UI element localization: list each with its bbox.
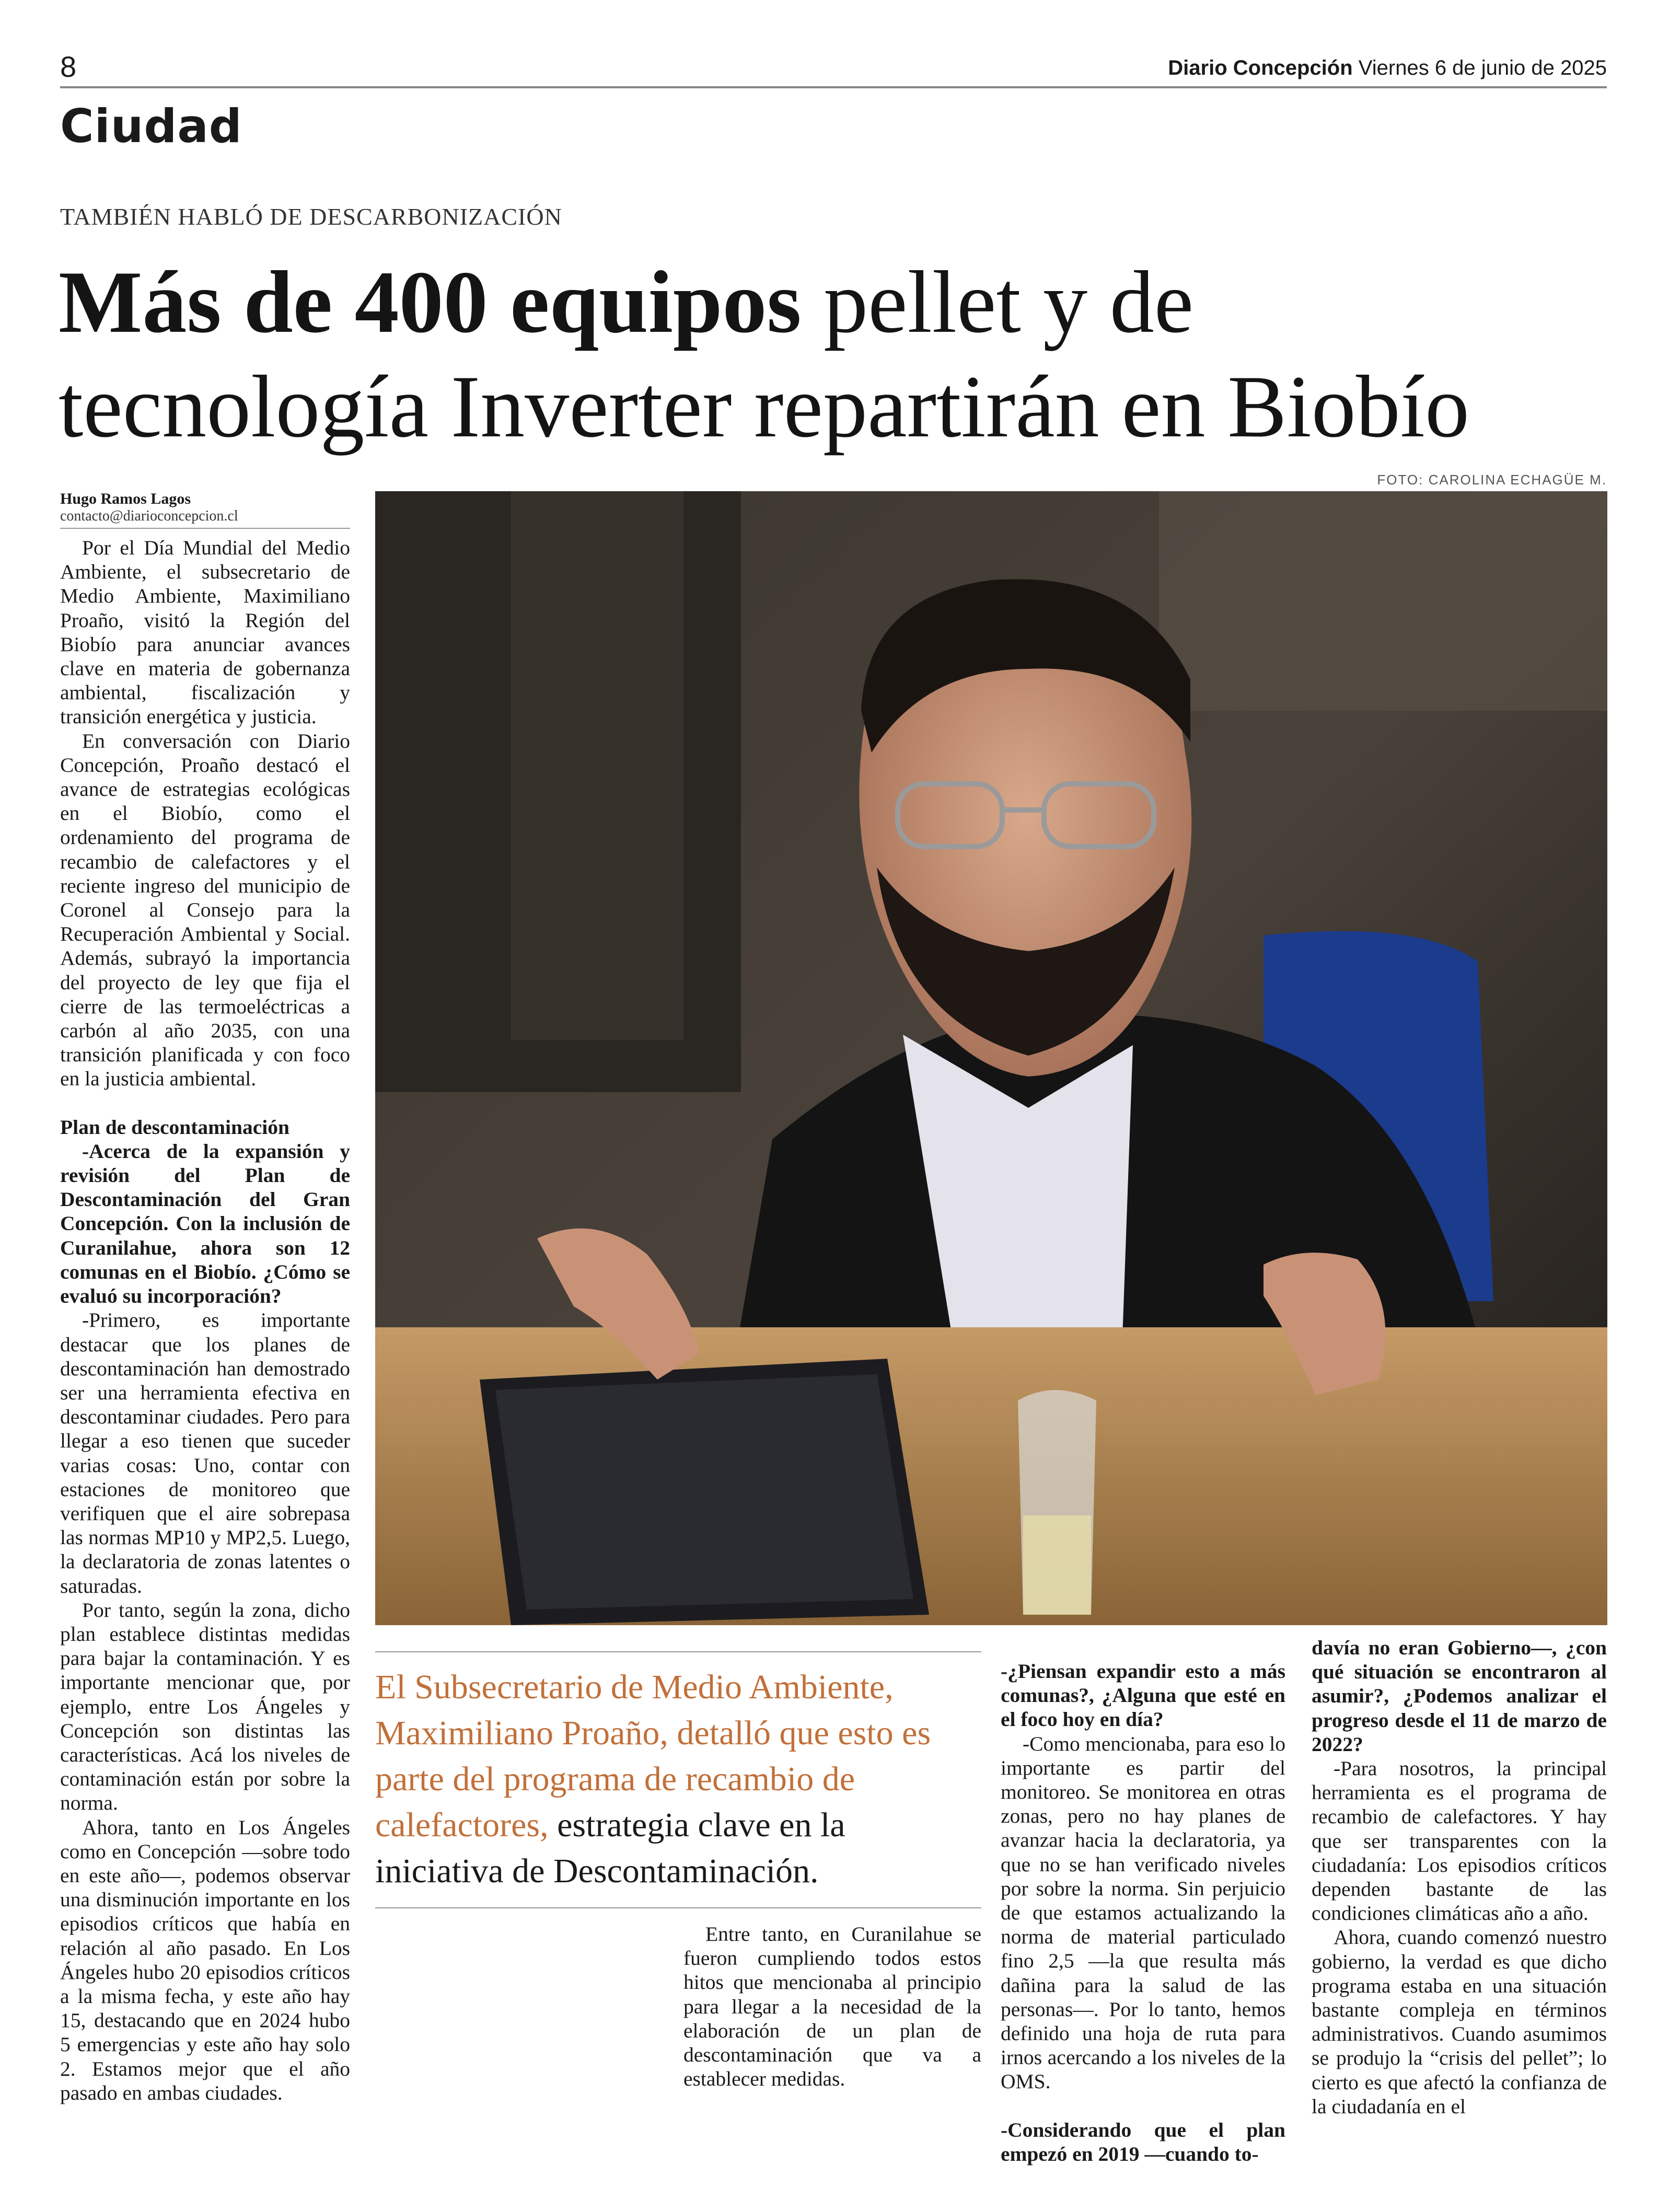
paragraph: -Primero, es importante destacar que los planes de descontaminación han demostrado ser una herramienta efectiva en descontaminar ciudades. Pero para llegar a eso tienen que suceder varias cosas: Uno, contar con estaciones de monitoreo que verifiquen que el aire sobrepasa las normas MP10 y MP2,5. Luego, la declaratoria de zonas latentes o saturadas.	[60, 1308, 350, 1597]
pullquote-accent: El Subsecretario de Medio Ambiente, Maximiliano Proaño, detalló que esto es parte del programa de recambio de calefactores,	[375, 1668, 931, 1844]
pullquote-rest: estrategia clave en la iniciativa de Descontaminación.	[375, 1806, 845, 1890]
author-email[interactable]: contacto@diarioconcepcion.cl	[60, 508, 238, 524]
kicker: TAMBIÉN HABLÓ DE DESCARBONIZACIÓN	[60, 203, 562, 230]
section-title: Ciudad	[60, 99, 242, 153]
column-3	[1001, 1659, 1285, 2166]
column-4	[1312, 1636, 1607, 2118]
paragraph: -Como mencionaba, para eso lo importante es partir del monitoreo. Se monitorea en otras zonas, pero no hay planes de avanzar hacia la declaratoria, ya que no se han verificado niveles por sobre la norma. Sin perjuicio de que estamos actualizando la norma de material particulado fino 2,5 —la que resulta más dañina para la salud de las personas—. Por lo tanto, hemos definido una hoja de ruta para irnos acercando a los niveles de la OMS.	[1001, 1732, 1285, 2093]
question-continued: davía no eran Gobierno—, ¿con qué situación se encontraron al asumir?, ¿Podemos analizar el progreso desde el 11 de marzo de 2022?	[1312, 1636, 1607, 1756]
column-1	[60, 536, 350, 2105]
paragraph: Ahora, tanto en Los Ángeles como en Concepción —sobre todo en este año—, podemos observar una disminución importante en los episodios críticos que había en relación al año pasado. En Los Ángeles hubo 20 episodios críticos a la misma fecha, y este año hay 15, destacando que en 2024 hubo 5 emergencias y este año hay solo 2. Estamos mejor que el año pasado en ambas ciudades.	[60, 1815, 350, 2104]
portrait-photo-image	[375, 491, 1607, 1625]
subheading: Plan de descontaminación	[60, 1115, 289, 1139]
column-2	[683, 1922, 981, 2091]
article-photo	[375, 491, 1607, 1625]
paragraph: -Para nosotros, la principal herramienta es el programa de recambio de calefactores. Y hay que ser transparentes con la ciudadanía: Los episodios críticos dependen bastante de las condiciones climáticas año a año.	[1312, 1757, 1607, 1925]
paragraph: Por el Día Mundial del Medio Ambiente, el subsecretario de Medio Ambiente, Maximiliano Proaño, visitó la Región del Biobío para anunciar avances clave en materia de gobernanza ambiental, fiscalización y transición energética y justicia.	[60, 536, 350, 728]
headline	[59, 250, 1616, 459]
page-number: 8	[60, 50, 77, 83]
byline-rule	[60, 528, 350, 529]
masthead	[1168, 56, 1607, 80]
headline-rest: pellet y de	[801, 253, 1194, 351]
question: -Considerando que el plan empezó en 2019 —cuando to-	[1001, 2118, 1285, 2165]
publication-date: Viernes 6 de junio de 2025	[1358, 56, 1607, 79]
pullquote-rule-bottom	[375, 1907, 981, 1908]
headline-line-2: tecnología Inverter repartirán en Biobío	[59, 357, 1469, 456]
photo-credit: FOTO: CAROLINA ECHAGÜE M.	[1377, 472, 1607, 488]
paragraph: En conversación con Diario Concepción, Proaño destacó el avance de estrategias ecológicas en el Biobío, como el ordenamiento del programa de recambio de calefactores y el reciente ingreso del municipio de Coronel al Consejo para la Recuperación Ambiental y Social. Además, subrayó la importancia del proyecto de ley que fija el cierre de las termoeléctricas a carbón al año 2035, con una transición planificada y con foco en la justicia ambiental.	[60, 729, 350, 1091]
question: -¿Piensan expandir esto a más comunas?, ¿Alguna que esté en el foco hoy en día?	[1001, 1660, 1285, 1731]
author-name: Hugo Ramos Lagos	[60, 490, 191, 507]
pullquote-rule-top	[375, 1651, 981, 1652]
paragraph: Por tanto, según la zona, dicho plan establece distintas medidas para bajar la contaminación. Y es importante mencionar que, por ejemplo, entre Los Ángeles y Concepción son distintas las características. Acá los niveles de contaminación están por sobre la norma.	[60, 1598, 350, 1815]
paragraph: Entre tanto, en Curanilahue se fueron cumpliendo todos estos hitos que mencionaba al principio para llegar a la necesidad de la elaboración de un plan de descontaminación que va a establecer medidas.	[683, 1923, 981, 2091]
question: -Acerca de la expansión y revisión del Plan de Descontaminación del Gran Concepción. Con la inclusión de Curanilahue, ahora son 12 comunas en el Biobío. ¿Cómo se evaluó su incorporación?	[60, 1139, 350, 1308]
publication-name: Diario Concepción	[1168, 56, 1353, 79]
pullquote	[375, 1664, 981, 1894]
paragraph: Ahora, cuando comenzó nuestro gobierno, la verdad es que dicho programa estaba en una situación bastante compleja en términos administrativos. Cuando asumimos se produjo la “crisis del pellet”; lo cierto es que afectó la confianza de la ciudadanía en el	[1312, 1926, 1607, 2118]
headline-bold: Más de 400 equipos	[59, 253, 802, 351]
header-rule	[60, 86, 1607, 88]
